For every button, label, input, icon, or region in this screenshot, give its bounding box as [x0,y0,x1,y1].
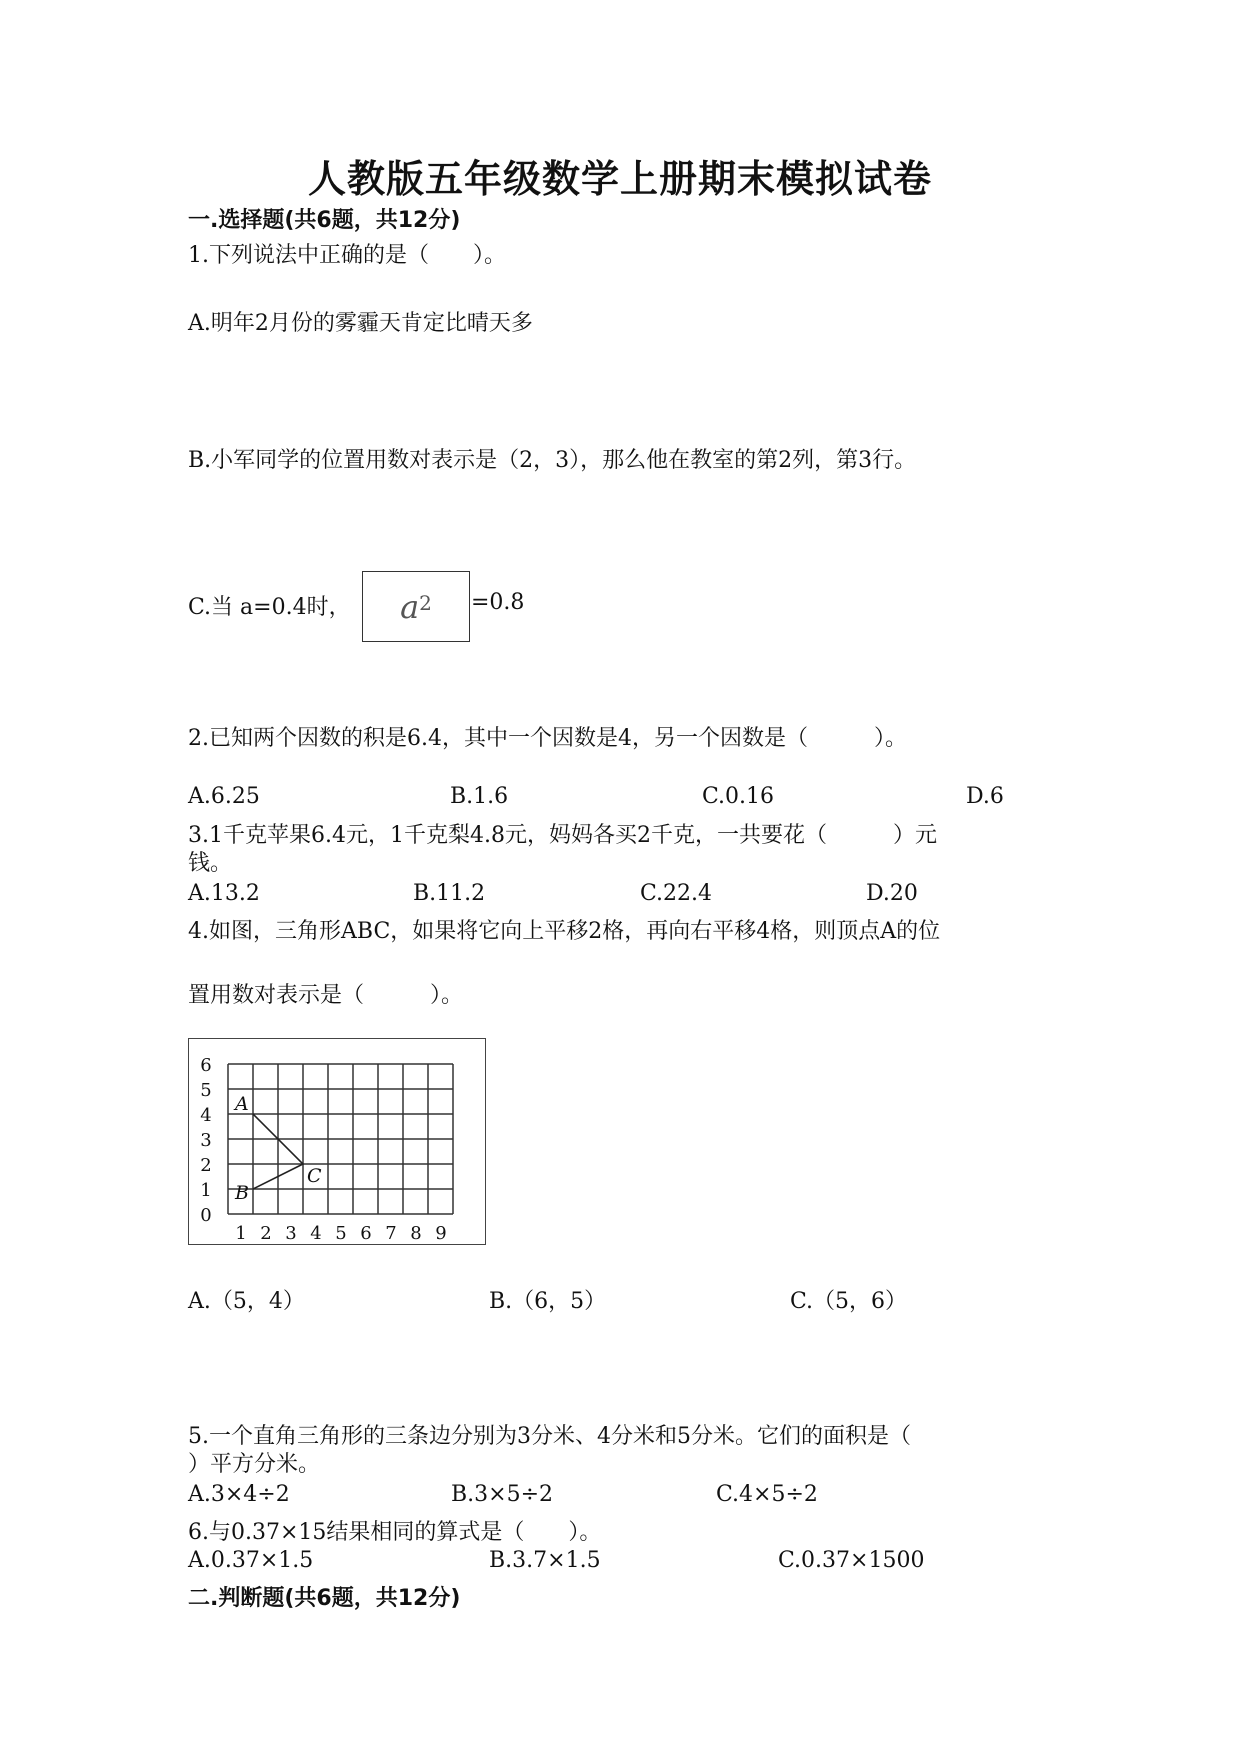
x-axis-label: 8 [410,1223,422,1244]
question-4-stem-line-1: 4.如图，三角形ABC，如果将它向上平移2格，再向右平移4格，则顶点A的位 [188,919,941,944]
question-4-stem-line-2: 置用数对表示是（ ）。 [188,983,464,1008]
grid-svg [189,1039,487,1246]
question-3-option-a: A.13.2 [188,881,260,906]
question-4-option-b: B.（6，5） [489,1289,607,1314]
question-3-option-d: D.20 [866,881,918,906]
question-6-option-c: C.0.37×1500 [778,1548,925,1573]
question-6-option-a: A.0.37×1.5 [188,1548,314,1573]
question-5-option-a: A.3×4÷2 [188,1482,290,1507]
question-3-stem-line-2: 钱。 [188,851,233,876]
question-1-option-c-suffix: =0.8 [471,590,525,615]
y-axis-label: 2 [200,1155,212,1176]
question-1-option-b: B.小军同学的位置用数对表示是（2，3），那么他在教室的第2列，第3行。 [188,448,917,473]
x-axis-label: 6 [360,1223,372,1244]
vertex-label-c: C [307,1165,322,1187]
x-axis-label: 4 [310,1223,322,1244]
vertex-label-b: B [235,1182,249,1204]
question-4-option-c: C.（5，6） [790,1289,908,1314]
question-2-stem: 2.已知两个因数的积是6.4，其中一个因数是4，另一个因数是（ ）。 [188,726,907,751]
question-2-option-d: D.6 [966,784,1004,809]
question-1-stem: 1.下列说法中正确的是（ ）。 [188,243,506,268]
y-axis-label: 5 [200,1080,212,1101]
y-axis-label: 3 [200,1130,212,1151]
x-axis-label: 1 [235,1223,247,1244]
formula-exponent: 2 [419,590,432,615]
question-4-option-a: A.（5，4） [188,1289,305,1314]
question-5-option-c: C.4×5÷2 [716,1482,818,1507]
x-axis-label: 5 [335,1223,347,1244]
question-3-option-b: B.11.2 [413,881,486,906]
section-heading-choice: 一.选择题(共6题，共12分) [188,208,461,233]
x-axis-label: 7 [385,1223,397,1244]
question-1-option-a: A.明年2月份的雾霾天肯定比晴天多 [188,311,533,336]
x-axis-label: 9 [435,1223,447,1244]
question-2-option-b: B.1.6 [450,784,509,809]
question-5-stem-line-2: ）平方分米。 [188,1452,321,1477]
page-title: 人教版五年级数学上册期末模拟试卷 [307,157,932,201]
x-axis-label: 2 [260,1223,272,1244]
question-6-option-b: B.3.7×1.5 [489,1548,601,1573]
section-heading-judgement: 二.判断题(共6题，共12分) [188,1586,461,1611]
question-6-stem: 6.与0.37×15结果相同的算式是（ ）。 [188,1520,602,1545]
y-axis-label: 4 [200,1105,212,1126]
question-5-option-b: B.3×5÷2 [451,1482,554,1507]
formula-base: a [400,587,420,626]
y-axis-label: 1 [200,1180,212,1201]
question-2-option-a: A.6.25 [188,784,260,809]
x-axis-label: 3 [285,1223,297,1244]
question-3-stem-line-1: 3.1千克苹果6.4元，1千克梨4.8元，妈妈各买2千克，一共要花（ ）元 [188,823,937,848]
coordinate-grid-figure [188,1038,486,1245]
y-axis-label: 0 [200,1205,212,1226]
question-5-stem-line-1: 5.一个直角三角形的三条边分别为3分米、4分米和5分米。它们的面积是（ [188,1424,911,1449]
y-axis-label: 6 [200,1055,212,1076]
question-3-option-c: C.22.4 [640,881,713,906]
formula-image-a-squared [362,571,470,642]
question-1-option-c-prefix: C.当 a=0.4时， [188,595,351,620]
question-2-option-c: C.0.16 [702,784,775,809]
vertex-label-a: A [235,1093,249,1115]
